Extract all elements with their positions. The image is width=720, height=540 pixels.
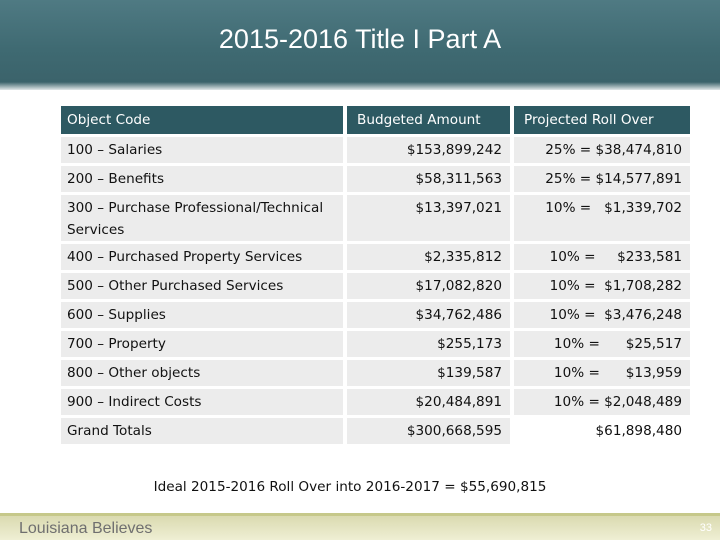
object-code-cell: 800 – Other objects (61, 360, 343, 386)
table-row (61, 137, 690, 163)
table-row (61, 331, 690, 357)
budgeted-amount-cell: $58,311,563 (347, 166, 510, 192)
grand-total-budget: $300,668,595 (347, 418, 510, 444)
grand-total-label: Grand Totals (61, 418, 343, 444)
object-code-cell: 100 – Salaries (61, 137, 343, 163)
table-header-row (61, 106, 690, 134)
header-budgeted-amount: Budgeted Amount (347, 106, 510, 134)
object-code-cell: 500 – Other Purchased Services (61, 273, 343, 299)
roll-over-cell: 10% = $13,959 (514, 360, 690, 386)
ideal-rollover-note: Ideal 2015-2016 Roll Over into 2016-2017 = $55,690,815 (153, 479, 547, 495)
object-code-cell: 400 – Purchased Property Services (61, 244, 343, 270)
roll-over-cell: 10% = $233,581 (514, 244, 690, 270)
budget-table (61, 103, 690, 447)
table-row (61, 302, 690, 328)
grand-total-rollover: $61,898,480 (514, 418, 690, 444)
header-object-code: Object Code (61, 106, 343, 134)
footer-brand: Louisiana Believes (19, 520, 153, 537)
object-code-cell: 900 – Indirect Costs (61, 389, 343, 415)
table-row (61, 360, 690, 386)
object-code-cell: 700 – Property (61, 331, 343, 357)
header-projected-roll-over: Projected Roll Over (514, 106, 690, 134)
table-row (61, 389, 690, 415)
budgeted-amount-cell: $2,335,812 (347, 244, 510, 270)
object-code-cell: 200 – Benefits (61, 166, 343, 192)
table-row (61, 195, 690, 241)
roll-over-cell: 25% = $14,577,891 (514, 166, 690, 192)
budgeted-amount-cell: $20,484,891 (347, 389, 510, 415)
object-code-cell: 600 – Supplies (61, 302, 343, 328)
object-code-cell: 300 – Purchase Professional/Technical Services (61, 195, 343, 241)
table-row (61, 273, 690, 299)
budgeted-amount-cell: $13,397,021 (347, 195, 510, 241)
roll-over-cell: 10% = $1,708,282 (514, 273, 690, 299)
table-row (61, 166, 690, 192)
budgeted-amount-cell: $17,082,820 (347, 273, 510, 299)
budgeted-amount-cell: $153,899,242 (347, 137, 510, 163)
budgeted-amount-cell: $34,762,486 (347, 302, 510, 328)
budgeted-amount-cell: $255,173 (347, 331, 510, 357)
roll-over-cell: 25% = $38,474,810 (514, 137, 690, 163)
grand-total-row (61, 418, 690, 444)
roll-over-cell: 10% = $25,517 (514, 331, 690, 357)
slide-title: 2015-2016 Title I Part A (218, 24, 502, 54)
roll-over-cell: 10% = $3,476,248 (514, 302, 690, 328)
table-row (61, 244, 690, 270)
roll-over-cell: 10% = $1,339,702 (514, 195, 690, 241)
roll-over-cell: 10% = $2,048,489 (514, 389, 690, 415)
page-number: 33 (699, 522, 712, 534)
budgeted-amount-cell: $139,587 (347, 360, 510, 386)
